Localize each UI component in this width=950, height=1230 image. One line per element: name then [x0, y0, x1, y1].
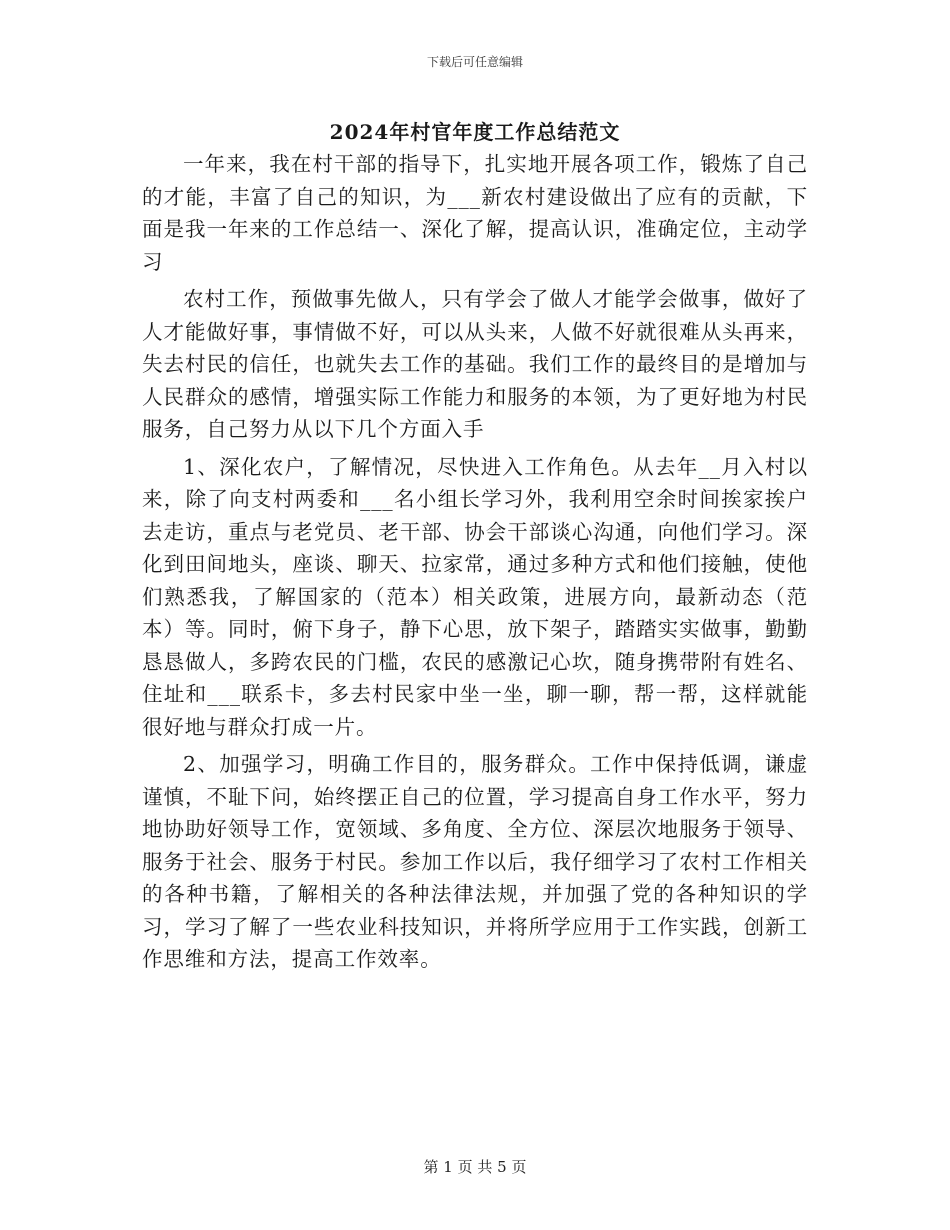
paragraph-1: 一年来，我在村干部的指导下，扎实地开展各项工作，锻炼了自己的才能，丰富了自己的知识，为___新农村建设做出了应有的贡献，下面是我一年来的工作总结一、深化了解，提高认识，准确定位，主动学习 — [142, 152, 808, 274]
document-title: 2024年村官年度工作总结范文 — [329, 120, 621, 144]
header-note: 下载后可任意编辑 — [426, 55, 523, 69]
paragraph-3: 1、深化农户，了解情况，尽快进入工作角色。从去年__月入村以来，除了向支村两委和___名小组长学习外，我利用空余时间挨家挨户去走访，重点与老党员、老干部、协会干部谈心沟通，向他们学习。深化到田间地头，座谈、聊天、拉家常，通过多种方式和他们接触，使他们熟悉我，了解国家的（范本）相关政策，进展方向，最新动态（范本）等。同时，俯下身子，静下心思，放下架子，踏踏实实做事，勤勤恳恳做人，多跨农民的门槛，农民的感激记心坎，随身携带附有姓名、住址和___联系卡，多去村民家中坐一坐，聊一聊，帮一帮，这样就能很好地与群众打成一片。 — [142, 454, 808, 739]
document-body — [142, 148, 808, 981]
page-number: 第 1 页 共 5 页 — [423, 1158, 527, 1176]
paragraph-4: 2、加强学习，明确工作目的，服务群众。工作中保持低调，谦虚谨慎，不耻下问，始终摆正自己的位置，学习提高自身工作水平，努力地协助好领导工作，宽领域、多角度、全方位、深层次地服务于领导、服务于社会、服务于村民。参加工作以后，我仔细学习了农村工作相关的各种书籍，了解相关的各种法律法规，并加强了党的各种知识的学习，学习了解了一些农业科技知识，并将所学应用于工作实践，创新工作思维和方法，提高工作效率。 — [142, 752, 808, 971]
paragraph-2: 农村工作，预做事先做人，只有学会了做人才能学会做事，做好了人才能做好事，事情做不好，可以从头来，人做不好就很难从头再来，失去村民的信任，也就失去工作的基础。我们工作的最终目的是增加与人民群众的感情，增强实际工作能力和服务的本领，为了更好地为村民服务，自己努力从以下几个方面入手 — [142, 287, 808, 441]
